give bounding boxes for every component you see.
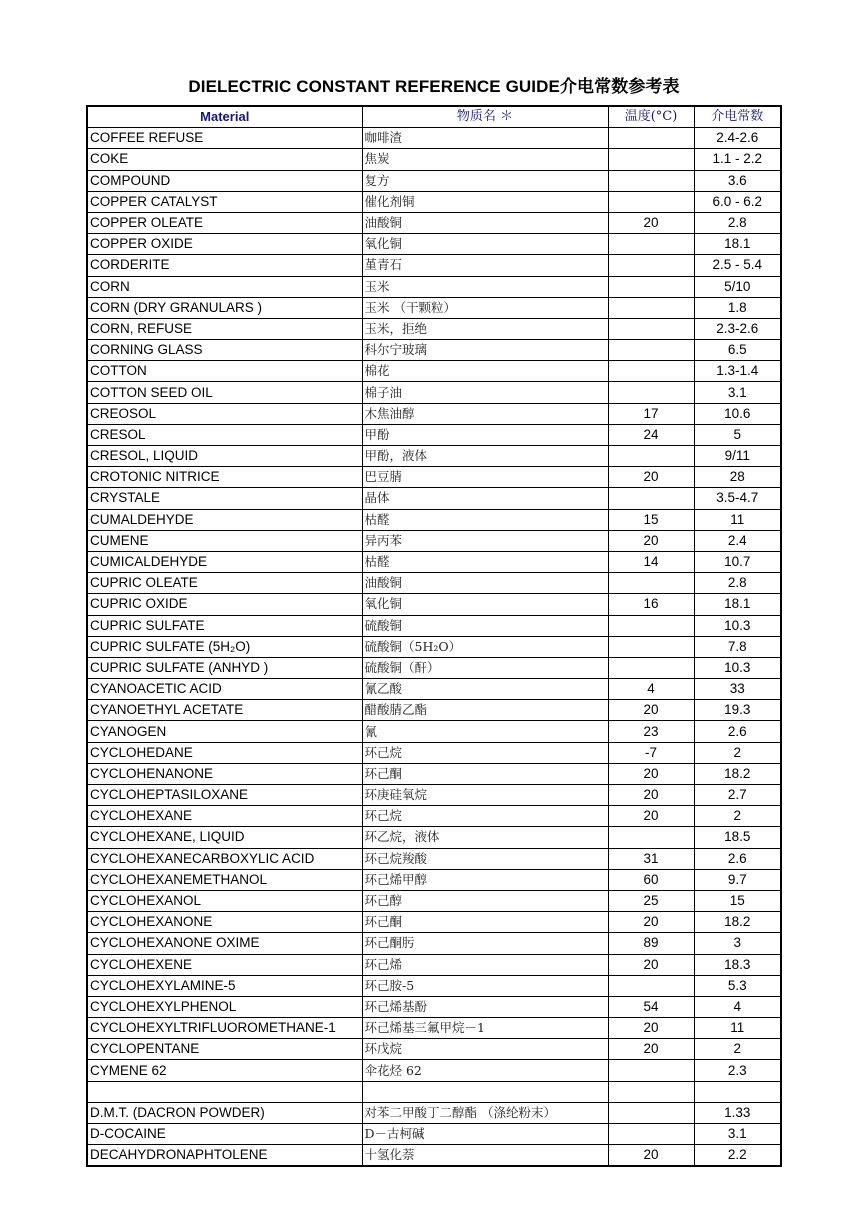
dielectric-constant-cell: 10.6 <box>694 403 781 424</box>
dielectric-constant-cell: 7.8 <box>694 636 781 657</box>
material-cell: CRYSTALE <box>87 488 362 509</box>
chinese-name-cell: 环己烷羧酸 <box>362 848 608 869</box>
dielectric-constant-cell: 18.1 <box>694 594 781 615</box>
table-row <box>87 530 781 551</box>
dielectric-constant-cell: 10.3 <box>694 615 781 636</box>
dielectric-constant-cell: 6.0 - 6.2 <box>694 191 781 212</box>
table-row <box>87 657 781 678</box>
temperature-cell <box>608 975 694 996</box>
table-row <box>87 594 781 615</box>
chinese-name-cell: 油酸铜 <box>362 573 608 594</box>
table-row <box>87 1039 781 1060</box>
table-row <box>87 1102 781 1123</box>
chinese-name-cell: 枯醛 <box>362 551 608 572</box>
material-cell: COPPER CATALYST <box>87 191 362 212</box>
chinese-name-cell: 硫酸铜 <box>362 615 608 636</box>
temperature-cell: 25 <box>608 890 694 911</box>
dielectric-constant-cell: 1.1 - 2.2 <box>694 149 781 170</box>
table-row <box>87 890 781 911</box>
dielectric-constant-cell: 11 <box>694 1018 781 1039</box>
chinese-name-cell: 玉米 <box>362 276 608 297</box>
material-cell: CUPRIC SULFATE (5H₂O) <box>87 636 362 657</box>
table-row <box>87 933 781 954</box>
title-english: DIELECTRIC CONSTANT REFERENCE GUIDE <box>188 77 560 96</box>
dielectric-constant-cell: 18.5 <box>694 827 781 848</box>
chinese-name-cell: 玉米，拒绝 <box>362 318 608 339</box>
temperature-cell <box>608 297 694 318</box>
table-row <box>87 149 781 170</box>
table-row <box>87 297 781 318</box>
material-cell: COTTON <box>87 361 362 382</box>
chinese-name-cell: 晶体 <box>362 488 608 509</box>
table-row <box>87 509 781 530</box>
temperature-cell: 20 <box>608 700 694 721</box>
chinese-name-cell: 环己酮肟 <box>362 933 608 954</box>
temperature-cell: 20 <box>608 1145 694 1167</box>
material-cell: CYCLOHEXANONE OXIME <box>87 933 362 954</box>
temperature-cell <box>608 827 694 848</box>
material-cell: CYCLOHEXYLPHENOL <box>87 996 362 1017</box>
material-cell: CORN (DRY GRANULARS ) <box>87 297 362 318</box>
material-cell: CYCLOPENTANE <box>87 1039 362 1060</box>
temperature-cell: 20 <box>608 785 694 806</box>
chinese-name-cell: 环己酮 <box>362 763 608 784</box>
dielectric-constant-cell: 2.3 <box>694 1060 781 1081</box>
dielectric-constant-cell: 9.7 <box>694 869 781 890</box>
chinese-name-cell: 玉米 （干颗粒） <box>362 297 608 318</box>
table-row <box>87 234 781 255</box>
dielectric-constant-cell: 1.33 <box>694 1102 781 1123</box>
material-cell: COMPOUND <box>87 170 362 191</box>
table-row <box>87 255 781 276</box>
table-row <box>87 954 781 975</box>
temperature-cell: 16 <box>608 594 694 615</box>
material-cell: CUMICALDEHYDE <box>87 551 362 572</box>
dielectric-constant-cell: 11 <box>694 509 781 530</box>
table-row <box>87 679 781 700</box>
table-row <box>87 318 781 339</box>
material-cell: CYCLOHEDANE <box>87 742 362 763</box>
temperature-cell <box>608 276 694 297</box>
dielectric-constant-table <box>86 105 782 1167</box>
material-cell: CORNING GLASS <box>87 340 362 361</box>
material-cell: CYCLOHEXENE <box>87 954 362 975</box>
temperature-cell: -7 <box>608 742 694 763</box>
material-cell: CYCLOHEXANONE <box>87 912 362 933</box>
chinese-name-cell: 巴豆腈 <box>362 467 608 488</box>
material-cell: COPPER OLEATE <box>87 212 362 233</box>
temperature-cell <box>608 234 694 255</box>
material-cell: CYCLOHEXANOL <box>87 890 362 911</box>
table-row <box>87 340 781 361</box>
dielectric-constant-cell: 3.6 <box>694 170 781 191</box>
temperature-cell <box>608 657 694 678</box>
table-row <box>87 1124 781 1145</box>
dielectric-constant-cell: 2 <box>694 806 781 827</box>
header-dielectric-constant: 介电常数 <box>694 106 781 128</box>
table-row <box>87 636 781 657</box>
chinese-name-cell: 科尔宁玻璃 <box>362 340 608 361</box>
dielectric-constant-cell: 33 <box>694 679 781 700</box>
dielectric-constant-cell: 5 <box>694 424 781 445</box>
chinese-name-cell: 环己烯基三氟甲烷－1 <box>362 1018 608 1039</box>
material-cell: D-COCAINE <box>87 1124 362 1145</box>
material-cell: CYCLOHEPTASILOXANE <box>87 785 362 806</box>
dielectric-constant-cell: 2 <box>694 1039 781 1060</box>
chinese-name-cell: 硫酸铜（5H₂O） <box>362 636 608 657</box>
material-cell: CUPRIC SULFATE (ANHYD ) <box>87 657 362 678</box>
dielectric-constant-cell: 18.2 <box>694 763 781 784</box>
table-row <box>87 361 781 382</box>
temperature-cell <box>608 1081 694 1102</box>
temperature-cell: 4 <box>608 679 694 700</box>
temperature-cell: 20 <box>608 467 694 488</box>
temperature-cell: 17 <box>608 403 694 424</box>
chinese-name-cell: 氰 <box>362 721 608 742</box>
dielectric-constant-cell: 18.1 <box>694 234 781 255</box>
chinese-name-cell: 堇青石 <box>362 255 608 276</box>
dielectric-constant-cell: 18.2 <box>694 912 781 933</box>
dielectric-constant-cell: 2.7 <box>694 785 781 806</box>
temperature-cell <box>608 1124 694 1145</box>
material-cell: CYCLOHEXANE, LIQUID <box>87 827 362 848</box>
dielectric-constant-cell: 2.4 <box>694 530 781 551</box>
table-row <box>87 763 781 784</box>
title-chinese: 介电常数参考表 <box>559 77 680 97</box>
chinese-name-cell: 环己烯 <box>362 954 608 975</box>
chinese-name-cell: 甲酚 <box>362 424 608 445</box>
temperature-cell <box>608 446 694 467</box>
dielectric-constant-cell: 3 <box>694 933 781 954</box>
table-row <box>87 975 781 996</box>
dielectric-constant-cell: 1.3-1.4 <box>694 361 781 382</box>
table-row <box>87 806 781 827</box>
material-cell: COKE <box>87 149 362 170</box>
chinese-name-cell: 环己酮 <box>362 912 608 933</box>
dielectric-constant-cell: 18.3 <box>694 954 781 975</box>
table-row <box>87 721 781 742</box>
dielectric-constant-cell: 3.1 <box>694 382 781 403</box>
material-cell <box>87 1081 362 1102</box>
temperature-cell: 20 <box>608 1039 694 1060</box>
temperature-cell <box>608 170 694 191</box>
table-row <box>87 467 781 488</box>
temperature-cell: 89 <box>608 933 694 954</box>
temperature-cell: 15 <box>608 509 694 530</box>
dielectric-constant-cell: 10.7 <box>694 551 781 572</box>
temperature-cell <box>608 488 694 509</box>
dielectric-constant-cell: 2.8 <box>694 212 781 233</box>
temperature-cell <box>608 128 694 149</box>
temperature-cell: 23 <box>608 721 694 742</box>
chinese-name-cell: 环己烯甲醇 <box>362 869 608 890</box>
material-cell: CYCLOHEXYLAMINE-5 <box>87 975 362 996</box>
table-row <box>87 827 781 848</box>
table-row <box>87 488 781 509</box>
chinese-name-cell: 环己醇 <box>362 890 608 911</box>
dielectric-constant-cell: 6.5 <box>694 340 781 361</box>
material-cell: COPPER OXIDE <box>87 234 362 255</box>
material-cell: CYANOETHYL ACETATE <box>87 700 362 721</box>
material-cell: CROTONIC NITRICE <box>87 467 362 488</box>
dielectric-constant-cell: 2.5 - 5.4 <box>694 255 781 276</box>
chinese-name-cell: D－古柯碱 <box>362 1124 608 1145</box>
chinese-name-cell: 环乙烷，液体 <box>362 827 608 848</box>
chinese-name-cell: 油酸铜 <box>362 212 608 233</box>
table-row <box>87 276 781 297</box>
table-row <box>87 573 781 594</box>
temperature-cell: 14 <box>608 551 694 572</box>
temperature-cell <box>608 255 694 276</box>
table-row <box>87 170 781 191</box>
table-row <box>87 700 781 721</box>
chinese-name-cell: 催化剂铜 <box>362 191 608 212</box>
table-row <box>87 403 781 424</box>
material-cell: CYANOGEN <box>87 721 362 742</box>
table-row <box>87 1018 781 1039</box>
table-body <box>87 128 781 1167</box>
table-row <box>87 551 781 572</box>
material-cell: CREOSOL <box>87 403 362 424</box>
dielectric-constant-cell: 5/10 <box>694 276 781 297</box>
material-cell: CUMALDEHYDE <box>87 509 362 530</box>
material-cell: CYCLOHEXANECARBOXYLIC ACID <box>87 848 362 869</box>
chinese-name-cell: 环庚硅氧烷 <box>362 785 608 806</box>
table-row <box>87 191 781 212</box>
material-cell: CYMENE 62 <box>87 1060 362 1081</box>
material-cell: CORN <box>87 276 362 297</box>
table-row <box>87 382 781 403</box>
chinese-name-cell: 咖啡渣 <box>362 128 608 149</box>
chinese-name-cell: 氰乙酸 <box>362 679 608 700</box>
table-row <box>87 1145 781 1167</box>
header-material: Material <box>87 106 362 128</box>
chinese-name-cell: 硫酸铜（酐） <box>362 657 608 678</box>
dielectric-constant-cell: 10.3 <box>694 657 781 678</box>
material-cell: CYCLOHEXANE <box>87 806 362 827</box>
temperature-cell <box>608 149 694 170</box>
chinese-name-cell: 醋酸腈乙酯 <box>362 700 608 721</box>
chinese-name-cell <box>362 1081 608 1102</box>
material-cell: D.M.T. (DACRON POWDER) <box>87 1102 362 1123</box>
table-row <box>87 1060 781 1081</box>
temperature-cell: 20 <box>608 763 694 784</box>
temperature-cell <box>608 615 694 636</box>
header-temperature: 温度(°C) <box>608 106 694 128</box>
table-row <box>87 128 781 149</box>
temperature-cell <box>608 573 694 594</box>
chinese-name-cell: 环己胺-5 <box>362 975 608 996</box>
table-row <box>87 848 781 869</box>
material-cell: CYCLOHEXYLTRIFLUOROMETHANE-1 <box>87 1018 362 1039</box>
dielectric-constant-cell: 1.8 <box>694 297 781 318</box>
table-row <box>87 996 781 1017</box>
dielectric-constant-cell: 3.5-4.7 <box>694 488 781 509</box>
dielectric-constant-cell: 2.8 <box>694 573 781 594</box>
temperature-cell: 20 <box>608 912 694 933</box>
temperature-cell: 20 <box>608 806 694 827</box>
page-title <box>0 72 868 97</box>
table-row <box>87 742 781 763</box>
material-cell: COTTON SEED OIL <box>87 382 362 403</box>
chinese-name-cell: 环己烷 <box>362 806 608 827</box>
chinese-name-cell: 棉子油 <box>362 382 608 403</box>
temperature-cell <box>608 340 694 361</box>
dielectric-constant-cell: 28 <box>694 467 781 488</box>
chinese-name-cell: 甲酚，液体 <box>362 446 608 467</box>
chinese-name-cell: 环戊烷 <box>362 1039 608 1060</box>
chinese-name-cell: 十氢化萘 <box>362 1145 608 1167</box>
chinese-name-cell: 氧化铜 <box>362 234 608 255</box>
header-chinese-name: 物质名 ＊ <box>362 106 608 128</box>
temperature-cell: 24 <box>608 424 694 445</box>
temperature-cell: 20 <box>608 212 694 233</box>
dielectric-constant-cell: 9/11 <box>694 446 781 467</box>
material-cell: CUPRIC SULFATE <box>87 615 362 636</box>
temperature-cell: 31 <box>608 848 694 869</box>
chinese-name-cell: 伞花烃 62 <box>362 1060 608 1081</box>
dielectric-constant-cell: 4 <box>694 996 781 1017</box>
temperature-cell: 20 <box>608 954 694 975</box>
header-row <box>87 106 781 128</box>
chinese-name-cell: 棉花 <box>362 361 608 382</box>
temperature-cell: 54 <box>608 996 694 1017</box>
material-cell: CYANOACETIC ACID <box>87 679 362 700</box>
temperature-cell <box>608 318 694 339</box>
material-cell: CYCLOHENANONE <box>87 763 362 784</box>
temperature-cell: 20 <box>608 530 694 551</box>
dielectric-constant-cell: 2.6 <box>694 848 781 869</box>
dielectric-constant-cell: 3.1 <box>694 1124 781 1145</box>
table-row <box>87 785 781 806</box>
dielectric-constant-cell: 2.4-2.6 <box>694 128 781 149</box>
table-row <box>87 212 781 233</box>
chinese-name-cell: 复方 <box>362 170 608 191</box>
table-row <box>87 869 781 890</box>
chinese-name-cell: 枯醛 <box>362 509 608 530</box>
chinese-name-cell: 氧化铜 <box>362 594 608 615</box>
table-row <box>87 446 781 467</box>
dielectric-constant-cell: 2.6 <box>694 721 781 742</box>
temperature-cell <box>608 1060 694 1081</box>
temperature-cell <box>608 636 694 657</box>
chinese-name-cell: 环己烯基酚 <box>362 996 608 1017</box>
material-cell: CORN, REFUSE <box>87 318 362 339</box>
chinese-name-cell: 对苯二甲酸丁二醇酯 （涤纶粉末） <box>362 1102 608 1123</box>
dielectric-constant-cell: 5.3 <box>694 975 781 996</box>
material-cell: CRESOL, LIQUID <box>87 446 362 467</box>
chinese-name-cell: 木焦油醇 <box>362 403 608 424</box>
material-cell: CUPRIC OXIDE <box>87 594 362 615</box>
dielectric-constant-cell: 2.3-2.6 <box>694 318 781 339</box>
temperature-cell <box>608 361 694 382</box>
material-cell: COFFEE REFUSE <box>87 128 362 149</box>
table-row <box>87 424 781 445</box>
material-cell: CRESOL <box>87 424 362 445</box>
material-cell: CYCLOHEXANEMETHANOL <box>87 869 362 890</box>
chinese-name-cell: 焦炭 <box>362 149 608 170</box>
dielectric-constant-cell <box>694 1081 781 1102</box>
temperature-cell <box>608 382 694 403</box>
dielectric-constant-cell: 2 <box>694 742 781 763</box>
chinese-name-cell: 异丙苯 <box>362 530 608 551</box>
dielectric-constant-cell: 2.2 <box>694 1145 781 1167</box>
table-row <box>87 1081 781 1102</box>
material-cell: DECAHYDRONAPHTOLENE <box>87 1145 362 1167</box>
material-cell: CUPRIC OLEATE <box>87 573 362 594</box>
material-cell: CUMENE <box>87 530 362 551</box>
table-row <box>87 615 781 636</box>
temperature-cell <box>608 191 694 212</box>
dielectric-constant-cell: 15 <box>694 890 781 911</box>
temperature-cell: 60 <box>608 869 694 890</box>
material-cell: CORDERITE <box>87 255 362 276</box>
temperature-cell: 20 <box>608 1018 694 1039</box>
table-row <box>87 912 781 933</box>
chinese-name-cell: 环己烷 <box>362 742 608 763</box>
temperature-cell <box>608 1102 694 1123</box>
dielectric-constant-cell: 19.3 <box>694 700 781 721</box>
